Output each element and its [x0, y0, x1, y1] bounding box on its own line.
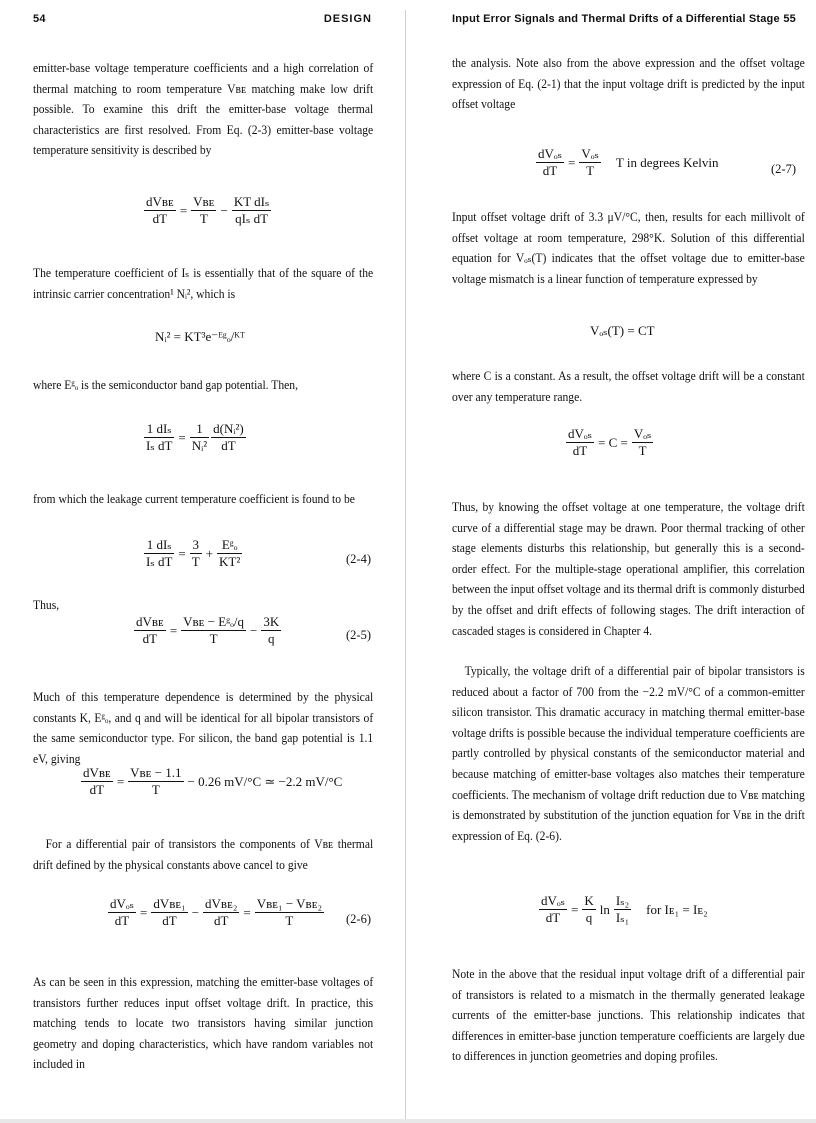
equation-number: (2-6): [346, 912, 371, 926]
equation-number: (2-4): [346, 552, 371, 566]
right-page: [407, 0, 816, 1123]
running-title: DESIGN: [323, 13, 372, 25]
equation-leakage-derivative: $\frac{\text{1 dIₛ}}{\text{Iₛ dT}}$ = $\frac{1}{\text{Nᵢ²}}$ $\frac{\text{d(Nᵢ²)}}{dT}$: [146, 421, 244, 453]
paragraph: where Eᵍₒ is the semiconductor band gap potential. Then,: [33, 378, 299, 392]
paragraph: Thus, by knowing the offset voltage at one temperature, the voltage drift curve of a differential stage may be drawn. Poor thermal tracking of other stage elements disturbs this relationship, but generally this is a second-order effect. For the multiple-stage operational amplifier, this correlation between the input offset voltage and its thermal drift is commonly disturbed by the offset and drift effects of following stages. The drift interaction of cascaded stages is considered in Chapter 4.: [452, 500, 805, 638]
paragraph: emitter-base voltage temperature coefficients and a high correlation of thermal matching to room temperature Vʙᴇ matching make low drift possible. To examine this drift the emitter-base voltage thermal characteristics are first resolved. From Eq. (2-3) emitter-base voltage temperature sensitivity is described by: [33, 61, 374, 158]
equation-vbe-sensitivity: $\frac{\text{dVʙᴇ}}{dT}$ = $\frac{\text{Vʙᴇ}}{T}$ − $\frac{\text{KT dIₛ}}{\text{qIₛ dT}}$: [146, 194, 270, 226]
paragraph: the analysis. Note also from the above expression and the offset voltage expression of Eq. (2-1) that the input voltage drift is predicted by the input offset voltage: [452, 56, 805, 112]
paragraph: As can be seen in this expression, matching the emitter-base voltages of transistors further reduces input offset voltage drift. In practice, this matching tends to locate two transistors having similar junction geometry and doping characteristics, which have random variables not included in: [33, 975, 374, 1072]
equation-2-5: $\frac{\text{dVʙᴇ}}{dT}$ = $\frac{\text{Vʙᴇ − Eᵍₒ/q}}{T}$ − $\frac{3K}{q}$: [136, 614, 280, 646]
page-gutter: [405, 10, 406, 1123]
paragraph: For a differential pair of transistors the components of Vʙᴇ thermal drift defined by the physical constants above cancel to give: [33, 837, 374, 872]
paragraph: Typically, the voltage drift of a differential pair of bipolar transistors is reduced about a factor of 700 from the −2.2 mV/°C of a common-emitter silicon transistor. This dramatic accuracy in matching thermal emitter-base voltage drifts is possible because the individual temperature coefficients are partly controlled by physical constants of the semiconductor material and because matching of emitter-base voltages also matches their temperature coefficients. The mechanism of voltage drift reduction due to Vʙᴇ matching is demonstrated by substitution of the junction equation for Vʙᴇ in the drift expression of Eq. (2-6).: [452, 664, 805, 843]
equation-drift-ln: $\frac{\text{dVₒₛ}}{dT}$ = $\frac{K}{q}$ ln $\frac{\text{Iₛ₂}}{\text{Iₛ₁}}$ for Iᴇ₁ = Iᴇ₂: [541, 893, 708, 925]
equation-offset-linear: Vₒₛ(T) = CT: [590, 323, 655, 338]
equation-number: (2-5): [346, 628, 371, 642]
equation-number: (2-7): [771, 162, 796, 176]
paragraph: The temperature coefficient of Iₛ is essentially that of the square of the intrinsic carrier concentration¹ Nᵢ², which is: [33, 266, 374, 301]
running-title: Input Error Signals and Thermal Drifts of a Differential Stage: [452, 13, 780, 25]
left-page: [0, 0, 405, 1123]
paragraph: Note in the above that the residual input voltage drift of a differential pair of transistors is related to a mismatch in the thermally generated leakage currents of the emitter-base junctions. This relationship indicates that differences in emitter-base junction temperature coefficients are largely due to differences in junction geometries and doping profiles.: [452, 967, 805, 1064]
equation-2-4: $\frac{\text{1 dIₛ}}{\text{Iₛ dT}}$ = $\frac{3}{T}$ + $\frac{\text{Eᵍₒ}}{\text{KT²}}$: [146, 537, 241, 569]
equation-2-6: $\frac{\text{dVₒₛ}}{dT}$ = $\frac{\text{dVʙᴇ₁}}{dT}$ − $\frac{\text{dVʙᴇ₂}}{dT}$ = $\frac{\text{Vʙᴇ₁ − Vʙᴇ₂}}{T}$: [110, 896, 323, 928]
page-number: 54: [33, 13, 46, 25]
paragraph: from which the leakage current temperature coefficient is found to be: [33, 492, 355, 506]
scan-bottom-edge: [0, 1119, 816, 1123]
equation-silicon-drift: $\frac{\text{dVʙᴇ}}{dT}$ = $\frac{\text{Vʙᴇ − 1.1}}{T}$ − 0.26 mV/°C ≃ −2.2 mV/°C: [83, 765, 343, 797]
paragraph: Much of this temperature dependence is determined by the physical constants K, Eᵍₒ, and q and will be identical for all bipolar transistors of the same semiconductor type. For silicon, the band gap potential is 1.1 eV, giving: [33, 690, 374, 766]
equation-2-7: $\frac{\text{dVₒₛ}}{dT}$ = $\frac{\text{Vₒₛ}}{T}$ T in degrees Kelvin: [538, 146, 719, 178]
paragraph: where C is a constant. As a result, the offset voltage drift will be a constant over any temperature range.: [452, 369, 805, 404]
paragraph: Input offset voltage drift of 3.3 μV/°C, then, results for each millivolt of offset voltage at room temperature, 298°K. Solution of this differential equation for Vₒₛ(T) indicates that the offset voltage due to emitter-base voltage mismatch is a linear function of temperature expressed by: [452, 210, 805, 286]
page-number: 55: [783, 13, 796, 25]
equation-constant-drift: $\frac{\text{dVₒₛ}}{dT}$ = C = $\frac{\text{Vₒₛ}}{T}$: [568, 426, 652, 458]
equation-carrier-concentration: Nᵢ² = KT³e⁻ᴱᵍₒ/ᴷᵀ: [155, 329, 245, 344]
paragraph: Thus,: [33, 598, 60, 612]
